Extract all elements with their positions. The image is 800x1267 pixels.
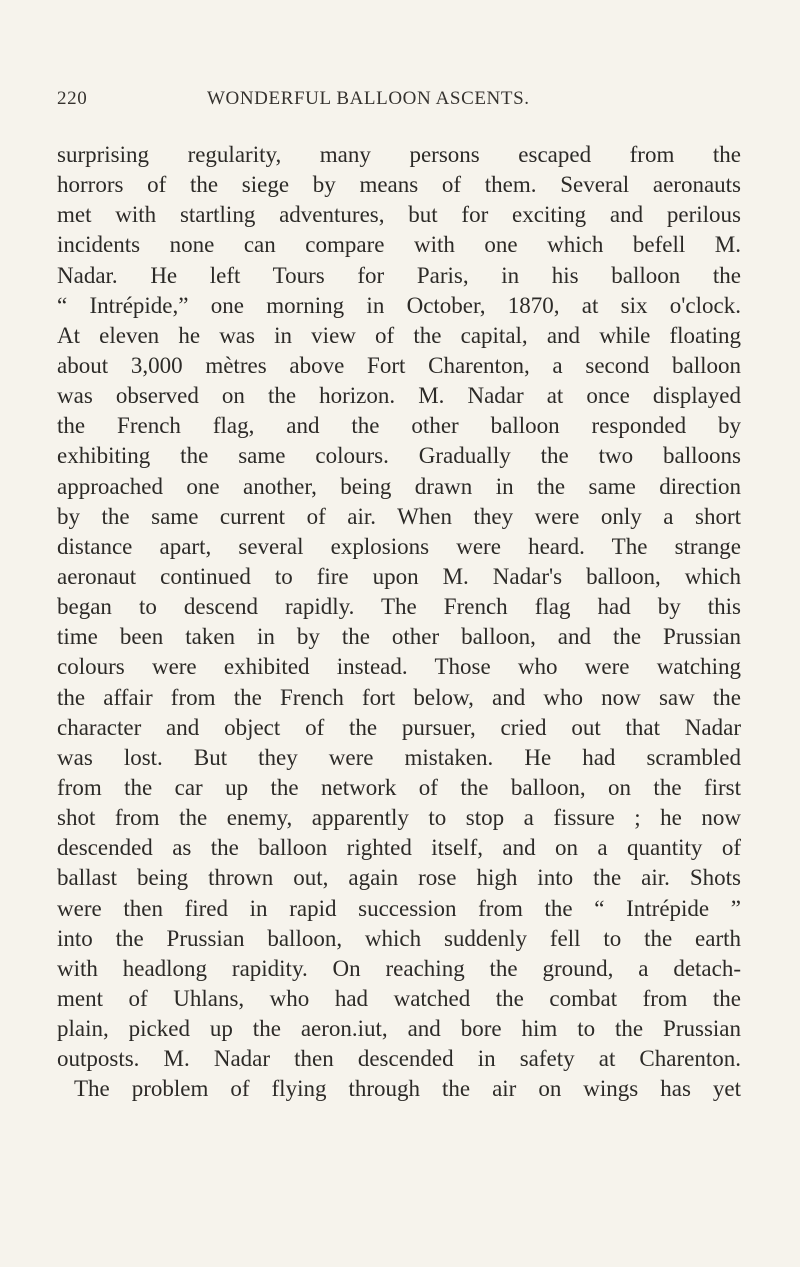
text-line: horrors of the siege by means of them. Several aeronauts [57,172,741,198]
text-line: began to descend rapidly. The French flag had by this [57,594,741,620]
page-number: 220 [57,88,88,109]
text-line: into the Prussian balloon, which suddenly fell to the earth [57,925,741,951]
text-line: ballast being thrown out, again rose high into the air. Shots [57,865,741,891]
text-line: was observed on the horizon. M. Nadar at once displayed [57,383,741,409]
running-head: WONDERFUL BALLOON ASCENTS. [207,88,530,109]
text-line: from the car up the network of the balloon, on the first [57,774,741,800]
text-line: the affair from the French fort below, and who now saw the [57,684,741,710]
text-line: distance apart, several explosions were heard. The strange [57,533,741,559]
text-line: with headlong rapidity. On reaching the ground, a detach- [57,955,741,981]
text-line: exhibiting the same colours. Gradually the two balloons [57,443,741,469]
body-paragraph [57,140,741,1105]
text-line: time been taken in by the other balloon, and the Prussian [57,624,741,650]
text-line-paragraph-start: The problem of flying through the air on wings has yet [74,1076,741,1102]
text-line: was lost. But they were mistaken. He had scrambled [57,744,741,770]
text-line: incidents none can compare with one which befell M. [57,232,741,258]
text-line: Nadar. He left Tours for Paris, in his balloon the [57,262,741,288]
text-line: descended as the balloon righted itself, and on a quantity of [57,835,741,861]
text-line: shot from the enemy, apparently to stop a fissure ; he now [57,805,741,831]
text-line: ment of Uhlans, who had watched the combat from the [57,985,741,1011]
text-line: “ Intrépide,” one morning in October, 1870, at six o'clock. [57,292,741,318]
text-line: by the same current of air. When they were only a short [57,503,741,529]
text-line: about 3,000 mètres above Fort Charenton, a second balloon [57,352,741,378]
text-line: aeronaut continued to fire upon M. Nadar's balloon, which [57,563,741,589]
text-line: were then fired in rapid succession from the “ Intrépide ” [57,895,741,921]
text-line: met with startling adventures, but for exciting and perilous [57,202,741,228]
text-line: At eleven he was in view of the capital, and while floating [57,322,741,348]
text-line: plain, picked up the aeron.iut, and bore him to the Prussian [57,1016,741,1042]
text-line: character and object of the pursuer, cried out that Nadar [57,714,741,740]
text-line: surprising regularity, many persons escaped from the [57,142,741,167]
page-header [57,88,747,114]
text-line: approached one another, being drawn in the same direction [57,473,741,499]
text-line: colours were exhibited instead. Those who were watching [57,654,741,680]
text-line: outposts. M. Nadar then descended in safety at Charenton. [57,1046,741,1072]
text-line: the French flag, and the other balloon responded by [57,413,741,439]
